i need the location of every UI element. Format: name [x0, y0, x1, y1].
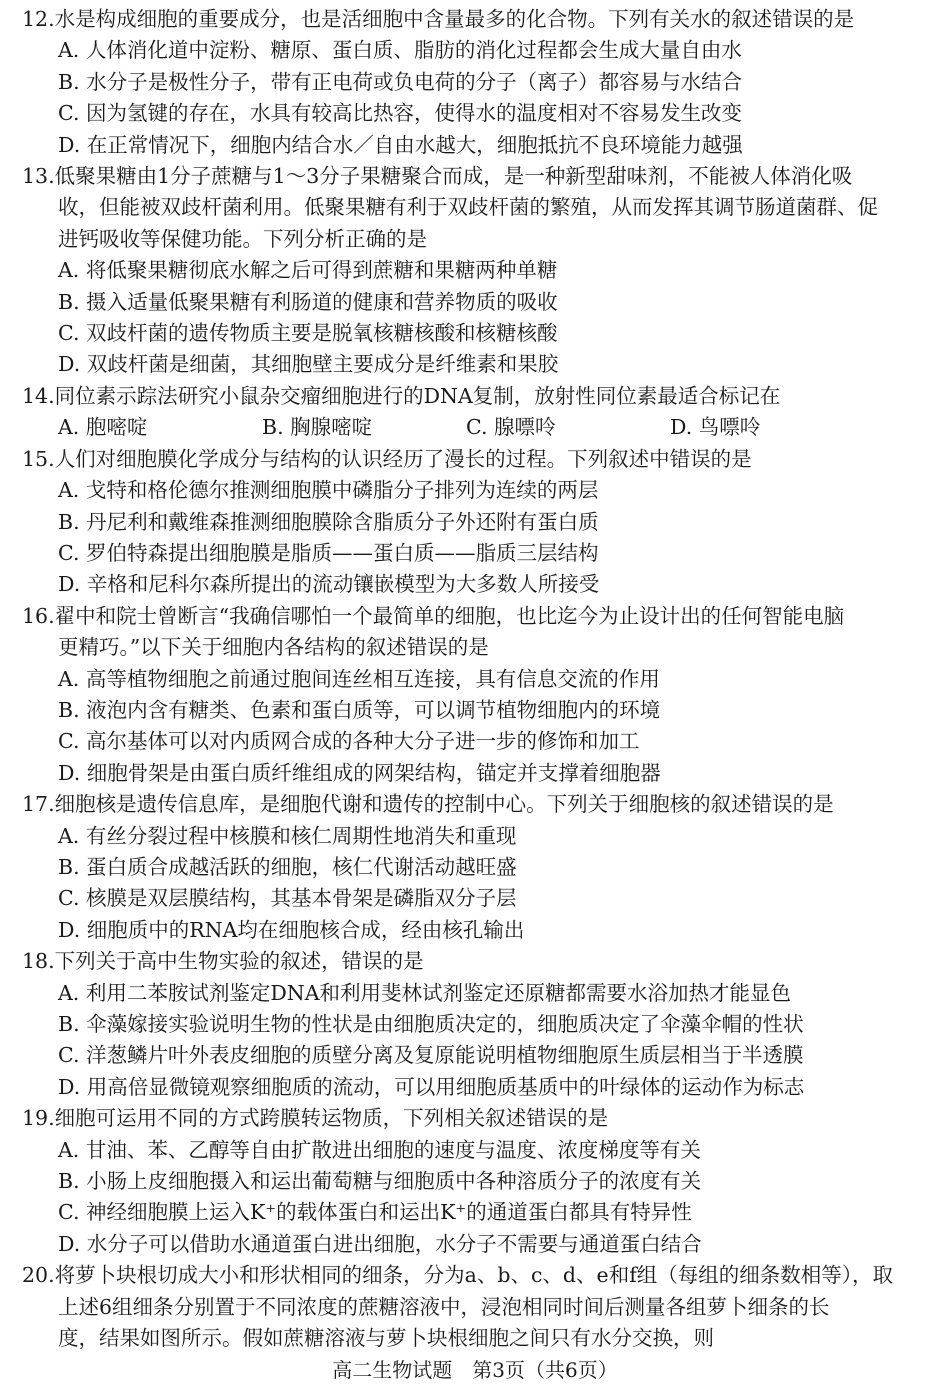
question-stem: 13.低聚果糖由1分子蔗糖与1～3分子果糖聚合而成，是一种新型甜味剂，不能被人体消化吸 — [22, 164, 853, 189]
option-b: B. 胸腺嘧啶 — [262, 415, 373, 440]
question-stem-continued: 收，但能被双歧杆菌利用。低聚果糖有利于双歧杆菌的繁殖，从而发挥其调节肠道菌群、促 — [58, 195, 878, 220]
question-14 — [22, 381, 932, 444]
question-number: 13. — [22, 164, 55, 189]
question-12 — [22, 4, 932, 161]
option-c: C. 因为氢键的存在，水具有较高比热容，使得水的温度相对不容易发生改变 — [58, 101, 742, 126]
question-stem: 20.将萝卜块根切成大小和形状相同的细条，分为a、b、c、d、e和f组（每组的细条数相等），取 — [22, 1263, 894, 1288]
question-20 — [22, 1260, 932, 1354]
question-stem: 12.水是构成细胞的重要成分，也是活细胞中含量最多的化合物。下列有关水的叙述错误的是 — [22, 7, 855, 31]
option-b: B. 丹尼利和戴维森推测细胞膜除含脂质分子外还附有蛋白质 — [58, 509, 599, 534]
question-stem: 17.细胞核是遗传信息库，是细胞代谢和遗传的控制中心。下列关于细胞核的叙述错误的是 — [22, 792, 834, 817]
question-15 — [22, 444, 932, 601]
question-stem: 18.下列关于高中生物实验的叙述，错误的是 — [22, 949, 424, 974]
question-stem-continued: 上述6组细条分别置于不同浓度的蔗糖溶液中，浸泡相同时间后测量各组萝卜细条的长 — [58, 1294, 830, 1319]
option-a: A. 有丝分裂过程中核膜和核仁周期性地消失和重现 — [58, 823, 517, 848]
question-number: 12. — [22, 7, 55, 31]
page-footer: 高二生物试题 第3页（共6页） — [332, 1358, 618, 1382]
question-stem-continued: 更精巧。”以下关于细胞内各结构的叙述错误的是 — [58, 635, 489, 660]
option-b: B. 伞藻嫁接实验说明生物的性状是由细胞质决定的，细胞质决定了伞藻伞帽的性状 — [58, 1012, 804, 1036]
question-number: 17. — [22, 792, 55, 817]
option-d: D. 细胞骨架是由蛋白质纤维组成的网架结构，锚定并支撑着细胞器 — [58, 760, 661, 785]
question-stem: 14.同位素示踪法研究小鼠杂交瘤细胞进行的DNA复制，放射性同位素最适合标记在 — [22, 383, 781, 408]
question-stem-continued: 进钙吸收等保健功能。下列分析正确的是 — [58, 226, 427, 251]
question-stem-continued: 度，结果如图所示。假如蔗糖溶液与萝卜块根细胞之间只有水分交换，则 — [58, 1326, 714, 1351]
question-16 — [22, 601, 932, 789]
option-c: C. 高尔基体可以对内质网合成的各种大分子进一步的修饰和加工 — [58, 729, 640, 754]
option-d: D. 用高倍显微镜观察细胞质的流动，可以用细胞质基质中的叶绿体的运动作为标志 — [58, 1074, 805, 1099]
option-a: A. 胞嘧啶 — [58, 415, 148, 440]
option-a: A. 将低聚果糖彻底水解之后可得到蔗糖和果糖两种单糖 — [58, 258, 558, 283]
question-number: 18. — [22, 949, 55, 974]
option-a: A. 人体消化道中淀粉、糖原、蛋白质、脂肪的消化过程都会生成大量自由水 — [58, 38, 742, 63]
option-a: A. 利用二苯胺试剂鉴定DNA和利用斐林试剂鉴定还原糖都需要水浴加热才能显色 — [58, 980, 792, 1005]
option-b: B. 水分子是极性分子，带有正电荷或负电荷的分子（离子）都容易与水结合 — [58, 69, 743, 94]
question-number: 14. — [22, 383, 55, 408]
option-c: C. 洋葱鳞片叶外表皮细胞的质壁分离及复原能说明植物细胞原生质层相当于半透膜 — [58, 1043, 804, 1068]
question-17 — [22, 789, 932, 946]
option-d: D. 在正常情况下，细胞内结合水／自由水越大，细胞抵抗不良环境能力越强 — [58, 132, 743, 157]
option-b: B. 小肠上皮细胞摄入和运出葡萄糖与细胞质中各种溶质分子的浓度有关 — [58, 1169, 702, 1194]
option-a: A. 高等植物细胞之前通过胞间连丝相互连接，具有信息交流的作用 — [58, 666, 660, 691]
question-stem: 16.翟中和院士曾断言“我确信哪怕一个最简单的细胞，也比迄今为止设计出的任何智能电脑 — [22, 603, 845, 628]
option-b: B. 摄入适量低聚果糖有利肠道的健康和营养物质的吸收 — [58, 289, 558, 314]
option-c: C. 双歧杆菌的遗传物质主要是脱氧核糖核酸和核糖核酸 — [58, 321, 558, 346]
question-stem: 15.人们对细胞膜化学成分与结构的认识经历了漫长的过程。下列叙述中错误的是 — [22, 446, 752, 471]
question-number: 16. — [22, 603, 55, 628]
option-d: D. 辛格和尼科尔森所提出的流动镶嵌模型为大多数人所接受 — [58, 572, 600, 597]
question-19 — [22, 1103, 932, 1260]
option-c: C. 核膜是双层膜结构，其基本骨架是磷脂双分子层 — [58, 886, 517, 911]
option-a: A. 甘油、苯、乙醇等自由扩散进出细胞的速度与温度、浓度梯度等有关 — [58, 1137, 701, 1162]
option-c: C. 腺嘌呤 — [466, 415, 556, 440]
option-c: C. 神经细胞膜上运入K⁺的载体蛋白和运出K⁺的通道蛋白都具有特异性 — [58, 1200, 692, 1225]
option-d: D. 细胞质中的RNA均在细胞核合成，经由核孔输出 — [58, 917, 525, 942]
question-number: 15. — [22, 446, 55, 471]
question-18 — [22, 946, 932, 1103]
question-number: 20. — [22, 1263, 55, 1288]
question-stem: 19.细胞可运用不同的方式跨膜转运物质，下列相关叙述错误的是 — [22, 1106, 609, 1131]
question-number: 19. — [22, 1106, 55, 1131]
option-d: D. 鸟嘌呤 — [670, 415, 761, 440]
option-b: B. 蛋白质合成越活跃的细胞，核仁代谢活动越旺盛 — [58, 854, 517, 879]
option-d: D. 水分子可以借助水通道蛋白进出细胞，水分子不需要与通道蛋白结合 — [58, 1231, 702, 1256]
option-d: D. 双歧杆菌是细菌，其细胞壁主要成分是纤维素和果胶 — [58, 352, 559, 377]
option-a: A. 戈特和格伦德尔推测细胞膜中磷脂分子排列为连续的两层 — [58, 478, 599, 503]
option-c: C. 罗伯特森提出细胞膜是脂质——蛋白质——脂质三层结构 — [58, 540, 599, 565]
question-13 — [22, 161, 932, 381]
option-b: B. 液泡内含有糖类、色素和蛋白质等，可以调节植物细胞内的环境 — [58, 697, 661, 722]
inline-options — [22, 412, 932, 443]
